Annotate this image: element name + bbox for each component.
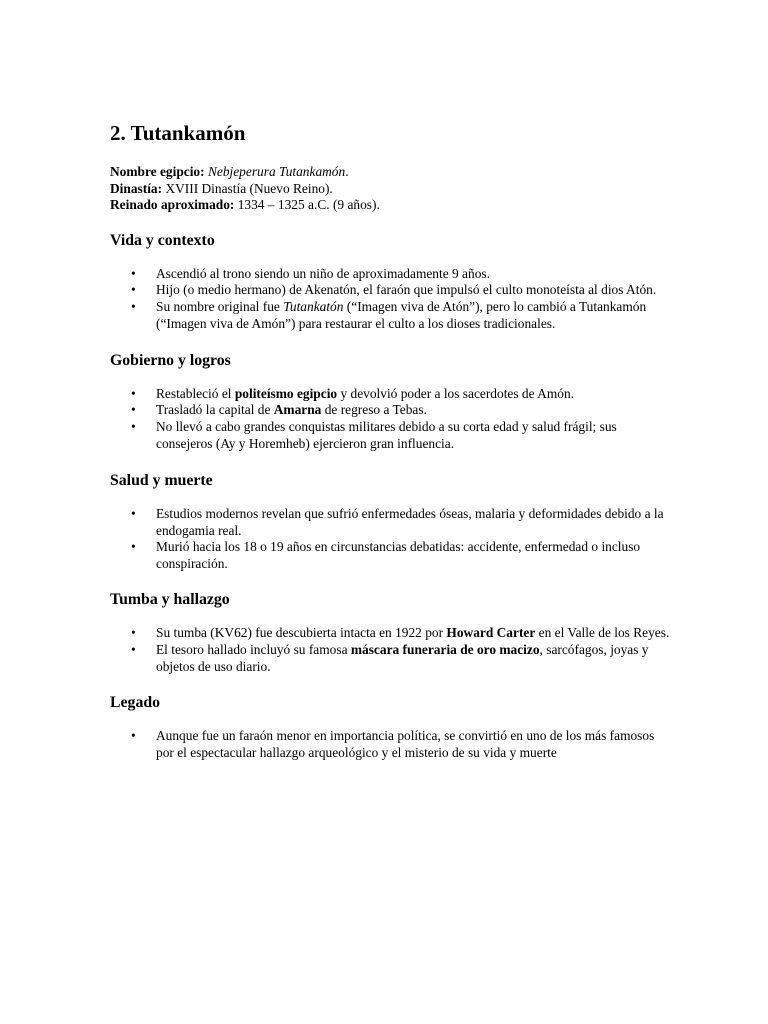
- list-item-text: Restableció el: [156, 385, 235, 401]
- list-item-strong: politeísmo egipcio: [234, 385, 338, 401]
- list-item-strong: Amarna: [273, 402, 322, 418]
- list-gobierno: [110, 386, 670, 453]
- list-tumba: [110, 625, 670, 675]
- list-item: • Estudios modernos revelan que sufrió enfermedades óseas, malaria y deformidades debido a la endogamia real.: [110, 506, 670, 540]
- list-item: [110, 402, 670, 419]
- heading-gobierno: Gobierno y logros: [110, 351, 231, 369]
- heading-tumba: Tumba y hallazgo: [110, 591, 230, 609]
- dinastia-label: Dinastía:: [110, 180, 163, 196]
- heading-vida: Vida y contexto: [110, 231, 215, 249]
- list-item-text: (“Imagen viva de Atón”), pero lo cambió a Tutankamón (“Imagen viva de Amón”) para restaurar el culto a los dioses tradicionales.: [156, 299, 647, 331]
- list-item-text: de regreso a Tebas.: [321, 402, 427, 418]
- list-item: [110, 386, 670, 403]
- list-item: [110, 299, 670, 333]
- meta-nombre: [110, 164, 670, 181]
- meta-reinado: [110, 197, 670, 214]
- list-vida: [110, 266, 670, 333]
- meta-dinastia: [110, 181, 670, 198]
- heading-salud: Salud y muerte: [110, 471, 213, 489]
- heading-legado: Legado: [110, 694, 161, 712]
- list-item-strong: Howard Carter: [446, 625, 536, 641]
- list-item-text: y devolvió poder a los sacerdotes de Amón.: [337, 385, 574, 401]
- list-item: • Ascendió al trono siendo un niño de aproximadamente 9 años.: [110, 266, 670, 283]
- list-item: [110, 625, 670, 642]
- nombre-end: .: [345, 164, 349, 179]
- list-item-text: , sarcófagos, joyas y objetos de uso diario.: [156, 641, 649, 674]
- list-item: • Aunque fue un faraón menor en importancia política, se convirtió en uno de los más famosos por el espectacular hallazgo arqueológico y el misterio de su vida y muerte: [110, 728, 670, 762]
- list-item: • Murió hacia los 18 o 19 años en circunstancias debatidas: accidente, enfermedad o incluso conspiración.: [110, 539, 670, 573]
- list-item-text: El tesoro hallado incluyó su famosa: [156, 641, 351, 657]
- list-item: [110, 642, 670, 676]
- page-title: 2. Tutankamón: [110, 121, 246, 145]
- list-item-text: Su nombre original fue: [156, 299, 284, 315]
- list-item-text: en el Valle de los Reyes.: [535, 625, 670, 641]
- list-item-text: Trasladó la capital de: [156, 402, 274, 418]
- list-item: • No llevó a cabo grandes conquistas militares debido a su corta edad y salud frágil; sus consejeros (Ay y Horemheb) ejercieron gran influencia.: [110, 419, 670, 453]
- list-legado: [110, 728, 670, 762]
- nombre-value: Nebjeperura Tutankamón: [207, 164, 346, 179]
- list-item: • Hijo (o medio hermano) de Akenatón, el faraón que impulsó el culto monoteísta al dios Atón.: [110, 282, 670, 299]
- list-item-text: Su tumba (KV62) fue descubierta intacta en 1922 por: [156, 625, 447, 641]
- list-item-strong: máscara funeraria de oro macizo: [350, 641, 540, 657]
- nombre-label: Nombre egipcio:: [110, 164, 205, 179]
- document-page: [110, 120, 670, 762]
- list-item-emphasis: Tutankatón: [283, 299, 344, 315]
- reinado-label: Reinado aproximado:: [110, 197, 235, 212]
- list-salud: [110, 506, 670, 573]
- dinastia-value: XVIII Dinastía (Nuevo Reino).: [162, 180, 333, 196]
- reinado-value: 1334 – 1325 a.C. (9 años).: [234, 197, 380, 212]
